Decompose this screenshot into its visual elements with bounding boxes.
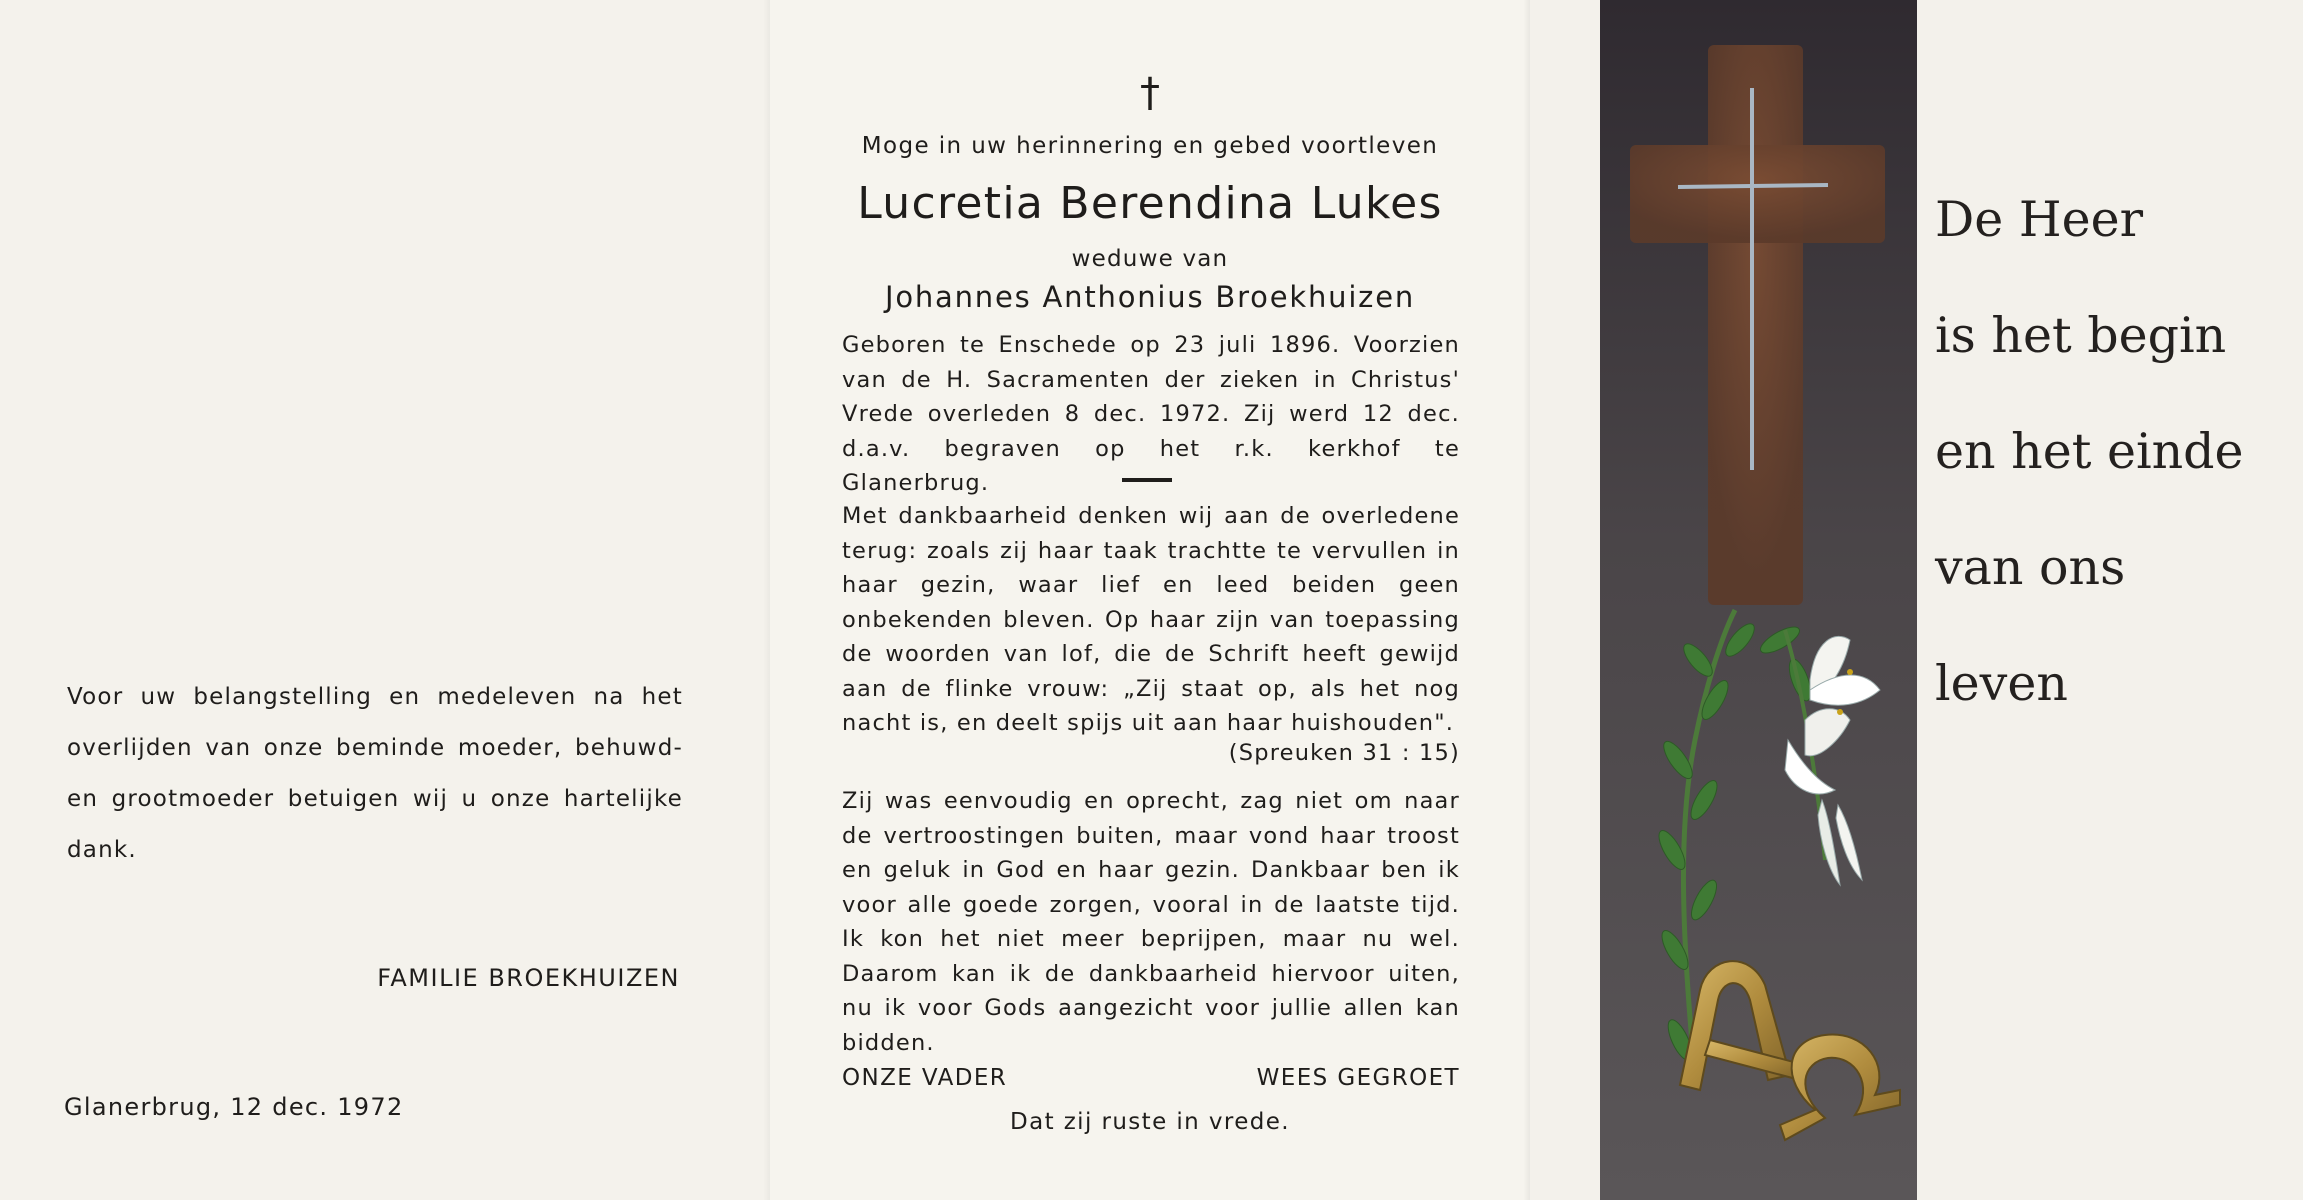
intro-line: Moge in uw herinnering en gebed voortleven xyxy=(861,133,1439,159)
spouse-name: Johannes Anthonius Broekhuizen xyxy=(884,280,1416,314)
religious-artwork xyxy=(1600,0,1917,1200)
scripture-reference: (Spreuken 31 : 15) xyxy=(1228,740,1460,766)
biography-paragraph: Geboren te Enschede op 23 juli 1896. Voorzien van de H. Sacramenten der zieken in Christus' Vrede overleden 8 dec. 1972. Zij werd 12 dec. d.a.v. begraven op het r.k. kerkhof te Glanerbrug. xyxy=(842,332,1460,496)
quote-text xyxy=(1935,190,2244,770)
gratitude-paragraph: Met dankbaarheid denken wij aan de overledene terug: zoals zij haar taak trachtte te vervullen in haar gezin, waar lief en leed beiden geen onbekenden bleven. Op haar zijn van toepassing de woorden van lof, die de Schrift heeft gewijd aan de flinke vrouw: „Zij staat op, als het nog nacht is, en deelt spijs uit aan haar huishouden". xyxy=(842,503,1460,736)
widow-of-label: weduwe van xyxy=(1071,246,1229,272)
quote-line: De Heer xyxy=(1935,191,2144,248)
quote-line: leven xyxy=(1935,655,2068,712)
prayer-our-father: ONZE VADER xyxy=(842,1065,1008,1091)
thanks-text: Voor uw belangstelling en medeleven na het overlijden van onze beminde moeder, behuwd- en grootmoeder betuigen wij u onze hartelijke dank. xyxy=(67,684,683,863)
right-panel xyxy=(1530,0,2303,1200)
family-signature: FAMILIE BROEKHUIZEN xyxy=(377,964,680,992)
closing-line: Dat zij ruste in vrede. xyxy=(1009,1109,1291,1135)
left-panel xyxy=(0,0,770,1200)
place-date: Glanerbrug, 12 dec. 1972 xyxy=(64,1093,404,1121)
deceased-name: Lucretia Berendina Lukes xyxy=(857,178,1443,229)
quote-line: van ons xyxy=(1935,539,2126,596)
divider xyxy=(1122,478,1172,482)
dagger-cross-icon: † xyxy=(1140,70,1160,116)
quote-line: en het einde xyxy=(1935,423,2244,480)
middle-panel xyxy=(770,0,1530,1200)
quote-line: is het begin xyxy=(1935,307,2227,364)
character-paragraph: Zij was eenvoudig en oprecht, zag niet om naar de vertroostingen buiten, maar vond haar troost en geluk in God en haar gezin. Dankbaar ben ik voor alle goede zorgen, vooral in de laatste tijd. Ik kon het niet meer beprijpen, maar nu wel. Daarom kan ik de dankbaarheid hiervoor uiten, nu ik voor Gods aangezicht voor jullie allen kan bidden. xyxy=(842,788,1460,1056)
prayer-hail-mary: WEES GEGROET xyxy=(1256,1065,1460,1091)
